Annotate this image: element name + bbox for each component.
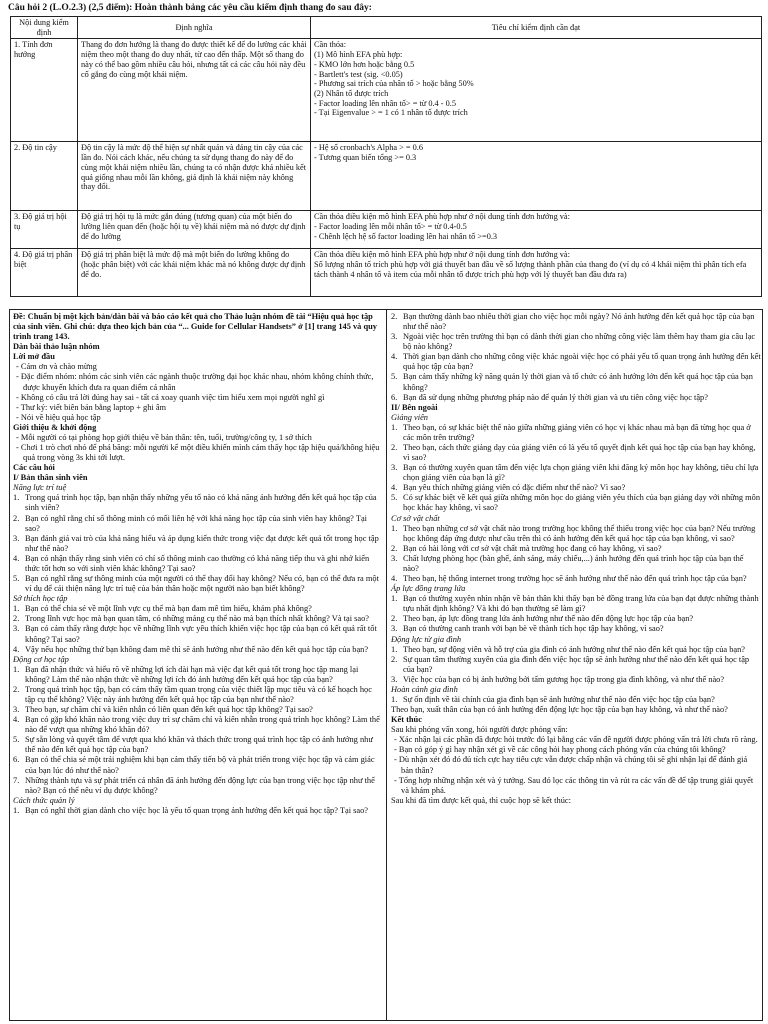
- question-item: [391, 675, 761, 685]
- question-item: [13, 624, 383, 644]
- outline-title: Dàn bài thảo luận nhóm: [13, 342, 100, 352]
- table-row: [11, 211, 762, 249]
- item-number: 7.: [13, 775, 20, 785]
- question-item: [391, 624, 761, 634]
- item-text: Vậy nếu học những thứ bạn không đam mê thì sẽ ảnh hưởng như thế nào đến kết quả học tập của bạn?: [25, 644, 369, 654]
- row-criteria: [311, 249, 762, 297]
- item-number: 3.: [391, 463, 398, 473]
- opening-title: Lời mở đầu: [13, 352, 55, 362]
- question-item: [391, 695, 761, 705]
- closing-line: Sau khi đã tìm được kết quả, thì cuộc họp sẽ kết thúc:: [391, 795, 571, 805]
- question-item: [13, 534, 383, 554]
- item-text: Bạn cảm thấy những kỹ năng quản lý thời gian và tổ chức có ảnh hưởng lớn đến kết quả học tập của bạn không?: [403, 372, 753, 392]
- question-item: [13, 665, 383, 685]
- item-number: 3.: [13, 624, 20, 634]
- question-item: [391, 423, 761, 443]
- item-number: 4.: [13, 644, 20, 654]
- item-text: Bạn có thường canh tranh với bạn bè về thành tích học tập hay không, vì sao?: [403, 624, 664, 634]
- subsection-title: Giảng viên: [391, 412, 428, 422]
- row-name: 2. Độ tin cậy: [11, 142, 78, 211]
- item-number: 4.: [391, 352, 398, 362]
- criteria-line: - Factor loading lên nhân tố> = từ 0.4 - 0.5: [314, 98, 456, 108]
- subsection-title: Năng lực trí tuệ: [13, 483, 67, 493]
- criteria-line: Cần thỏa:: [314, 40, 347, 50]
- column-divider: [386, 310, 387, 1020]
- item-text: Sự ổn định về tài chính của gia đình bạn sẽ ảnh hưởng như thế nào đến việc học tập của bạn?: [403, 694, 715, 704]
- question-item: [391, 614, 761, 624]
- item-text: Bạn thường dành bao nhiêu thời gian cho việc học mỗi ngày? Nó ảnh hưởng đến kết quả học tập của bạn như thế nào?: [403, 312, 755, 332]
- question-item: [391, 332, 761, 352]
- row-name: 4. Độ giá trị phân biệt: [11, 249, 78, 297]
- item-text: Bạn có nghĩ rằng sự thông minh của một người có thể thay đổi hay không? Nếu có, bạn có thể đưa ra một ví dụ để cải thiện năng lực trí tuệ của bản thân hoặc một người nào bạn biết không?: [25, 574, 379, 594]
- item-number: 2.: [391, 443, 398, 453]
- item-text: Bạn có thường xuyên quan tâm đến việc lựa chọn giảng viên khi đăng ký môn học hay không, tiêu chí lựa chọn giảng viên của bạn là gì?: [403, 463, 759, 483]
- row-definition: Độ giá trị phân biệt là mức độ mà một biến đo lường không đo (hoặc phân biệt) với các khái niệm khác mà nó không được dự định để đo.: [78, 249, 311, 297]
- row-criteria: [311, 211, 762, 249]
- questions-title: Các câu hỏi: [13, 463, 55, 473]
- item-text: Trong lĩnh vực học mà bạn quan tâm, có những mảng cụ thể nào mà bạn thích nhất không? Và tại sao?: [25, 614, 369, 624]
- criteria-line: Cần thỏa điều kiện mô hình EFA phù hợp như ở nội dung tính đơn hướng và:: [314, 250, 570, 260]
- item-number: 2.: [391, 543, 398, 553]
- row-criteria: [311, 142, 762, 211]
- intro-item: - Mỗi người có tại phòng họp giới thiệu về bản thân: tên, tuổi, trường/công ty, 1 sở thích: [16, 432, 312, 442]
- question-item: [391, 372, 761, 392]
- table-row: [11, 39, 762, 142]
- item-text: Theo bạn, có sự khác biệt thế nào giữa những giảng viên có học vị khác nhau mà bạn đã từng học qua ở các môn trên trường?: [403, 422, 751, 442]
- header-content: Nội dung kiểm định: [11, 17, 78, 39]
- item-number: 3.: [391, 332, 398, 342]
- left-column: [13, 312, 383, 816]
- question-item: [391, 655, 761, 675]
- item-text: Bạn có cảm thấy rằng được học về những lĩnh vực yêu thích khiến việc học tập của bạn có kết quả rất tốt không? Tại sao?: [25, 624, 377, 644]
- header-criteria: Tiêu chí kiểm định cần đạt: [311, 17, 762, 39]
- question-item: [13, 755, 383, 775]
- opening-item: - Nói về hiệu quả học tập: [16, 412, 101, 422]
- right-column: [391, 312, 761, 806]
- question-item: [391, 574, 761, 584]
- item-text: Bạn có hài lòng với cơ sở vật chất mà trường học đang có hay không, vì sao?: [403, 543, 662, 553]
- question-title: Câu hỏi 2 (L.O.2.3) (2,5 điểm): Hoàn thành bảng các yêu cầu kiểm định thang đo sau đây:: [8, 3, 372, 13]
- item-text: Việc học của bạn có bị ảnh hưởng bởi tấm gương học tập trong gia đình không, và như thế nào?: [403, 674, 725, 684]
- part2-title: II/ Bên ngoài: [391, 402, 438, 412]
- intro-item: - Chơi 1 trò chơi nhỏ để phá băng: mỗi người kể một điều khiến mình cảm thấy học tập hiệu quả/không hiệu quả trong vòng 3s khi tới lượt.: [16, 443, 380, 463]
- table-header-row: [11, 17, 762, 39]
- item-text: Trong quá trình học tập, bạn nhận thấy những yếu tố nào có khả năng ảnh hưởng đến kết quả học tập của sinh viên?: [25, 493, 377, 513]
- item-number: 3.: [391, 624, 398, 634]
- item-number: 1.: [391, 594, 398, 604]
- ending-item: - Xác nhận lại các phần đã được hỏi trước đó lại bằng các vấn đề người được phỏng vấn trả lời chưa rõ ràng.: [394, 735, 758, 745]
- criteria-line: Cần thỏa điều kiện mô hình EFA phù hợp như ở nội dung tính đơn hướng và:: [314, 212, 570, 222]
- subsection-title: Động cơ học tập: [13, 654, 69, 664]
- question-item: [13, 735, 383, 755]
- table-row: [11, 249, 762, 297]
- item-number: 2.: [13, 513, 20, 523]
- item-number: 5.: [391, 493, 398, 503]
- item-text: Bạn đã nhận thức và hiểu rõ về những lợi ích dài hạn mà việc đạt kết quả tốt trong học tập mang lại không? Làm thế nào nhận thức về những lợi ích đó ảnh hưởng đến kết quả học tập của bạn?: [25, 664, 359, 684]
- row-criteria: [311, 39, 762, 142]
- question-item: [391, 544, 761, 554]
- opening-item: - Thư ký: viết biên bản bằng laptop + ghi âm: [16, 402, 167, 412]
- item-number: 3.: [13, 533, 20, 543]
- question-item: [391, 594, 761, 614]
- item-number: 5.: [391, 372, 398, 382]
- item-number: 3.: [13, 705, 20, 715]
- row-definition: Độ tin cậy là mức độ thể hiện sự nhất quán và đáng tin cậy của các lần đo. Nói cách khác, nếu chúng ta sử dụng thang đo này để đo cùng một khái niệm nhiều lần, chúng ta có nhận được khá nhiều kết quả giống nhau mỗi lần không, giả định là khái niệm này không thay đổi.: [78, 142, 311, 211]
- subsection-title: Cách thức quản lý: [13, 795, 75, 805]
- question-item: [13, 614, 383, 624]
- subsection-title: Cơ sở vật chất: [391, 513, 440, 523]
- question-item: [13, 604, 383, 614]
- item-text: Bạn có thể chia sẻ về một lĩnh vực cụ thể mà bạn đam mê tìm hiểu, khám phá không?: [25, 604, 312, 614]
- item-text: Bạn có nhận thấy rằng sinh viên có chỉ số thông minh cao thường có khả năng tiếp thu và ghi nhớ kiến thức tốt hơn so với sinh viên khác không? Tại sao?: [25, 553, 370, 573]
- row-name: 3. Độ giá trị hội tụ: [11, 211, 78, 249]
- question-item: [391, 393, 761, 403]
- time-management-continued: [391, 312, 761, 403]
- intro-title: Giới thiệu & khởi động: [13, 422, 97, 432]
- question-item: [391, 524, 761, 544]
- item-number: 6.: [13, 755, 20, 765]
- criteria-line: - Phương sai trích của nhân tố > hoặc bằng 50%: [314, 79, 474, 89]
- question-item: [13, 685, 383, 705]
- item-number: 4.: [13, 715, 20, 725]
- item-text: Chất lượng phòng học (bàn ghế, ánh sáng, máy chiếu,...) ảnh hưởng đến quá trình học tập của bạn thế nào?: [403, 553, 744, 573]
- criteria-line: Số lượng nhân tố trích phù hợp với giả thuyết ban đầu về số lượng thành phần của thang đo (ví dụ có 4 khái niệm thì phân tích efa tách thành 4 nhân tố và item của mỗi nhân tố được trích phù hợp với lý thuyết ban đầu đưa ra): [314, 260, 747, 279]
- item-number: 1.: [13, 604, 20, 614]
- item-text: Trong quá trình học tập, bạn có cảm thấy tầm quan trọng của việc thiết lập mục tiêu và có kế hoạch học tập cụ thể không? Việc này ảnh hưởng đến kết quả học tập của bạn như thế nào?: [25, 684, 372, 704]
- item-number: 5.: [13, 735, 20, 745]
- item-text: Ngoài việc học trên trường thì bạn có dành thời gian cho những công việc làm thêm hay tham gia câu lạc bộ nào không?: [403, 332, 756, 352]
- assignment-heading: Đề: Chuẩn bị một kịch bản/dàn bài và báo cáo kết quả cho Thảo luận nhóm đề tài “Hiệu quả học tập của sinh viên. Ghi chú: dựa theo kịch bản của “... Guide for Cellular Handsets” ở [1] trang 145 và quy trình trang 143.: [13, 312, 377, 342]
- item-number: 2.: [391, 312, 398, 321]
- row-definition: Thang đo đơn hướng là thang đo được thiết kế để đo lường các khái niệm theo một thang đo duy nhất, từ cao đến thấp. Một số thang đo này có thể bao gồm nhiều câu hỏi, nhưng tất cả các câu hỏi này đều cố gắng đo cùng một khái niệm.: [78, 39, 311, 142]
- opening-item: - Cám ơn và chào mừng: [16, 362, 97, 372]
- item-text: Theo bạn, cách thức giảng dạy của giảng viên có là yếu tố quyết định kết quả học tập của bạn hay không, vì sao?: [403, 443, 756, 463]
- item-number: 2.: [391, 614, 398, 624]
- question-item: [13, 554, 383, 574]
- criteria-line: - Chênh lệch hệ số factor loading lên hai nhân tố >=0.3: [314, 231, 498, 241]
- opening-item: - Đặc điểm nhóm: nhóm các sinh viên các ngành thuộc trường đại học khác nhau, nhóm không chính thức, được khuyến khích đưa ra quan điểm cá nhân: [16, 372, 374, 392]
- question-item: [391, 443, 761, 463]
- item-text: Theo bạn, áp lực đồng trang lứa ảnh hưởng như thế nào đến động lực học tập của bạn?: [403, 614, 694, 624]
- ending-item: - Tổng hợp những nhận xét và ý tưởng. Sau đó lọc các thông tin và rút ra các vấn đề để tập trung giải quyết và khám phá.: [394, 775, 754, 795]
- item-text: Bạn có nghĩ thời gian dành cho việc học là yếu tố quan trọng ảnh hưởng đến kết quả học tập? Tại sao?: [25, 805, 369, 815]
- item-text: Những thành tựu và sự phát triển cá nhân đã ảnh hưởng đến động lực của bạn trong việc học tập như thế nào? Bạn có thể nêu ví dụ được không?: [25, 775, 375, 795]
- question-item: [13, 493, 383, 513]
- item-number: 4.: [391, 483, 398, 493]
- ending-item: - Bạn có góp ý gì hay nhận xét gì về các công hỏi hay phong cách phỏng vấn của chúng tôi không?: [394, 745, 726, 755]
- discussion-outline-box: [9, 309, 763, 1021]
- question-item: [13, 705, 383, 715]
- question-item: [391, 463, 761, 483]
- item-text: Thời gian bạn dành cho những công việc khác ngoài việc học có phải yếu tố quan trọng ảnh hưởng đến kết quả học tập của bạn?: [403, 352, 761, 372]
- question-item: [13, 715, 383, 735]
- item-text: Theo bạn, hệ thống internet trong trường học sẽ ảnh hưởng như thế nào đến quá trình học tập của bạn?: [403, 574, 747, 584]
- criteria-line: - Bartlett's test (sig. <0.05): [314, 69, 403, 79]
- question-item: [13, 645, 383, 655]
- item-text: Theo bạn những cơ sở vật chất nào trong trường học không thể thiếu trong việc học của bạn? Nếu trường học không đáp ứng được như cầu trên thì có ảnh hưởng đến kết quả học tập của bạn không, vì sao?: [403, 523, 756, 543]
- part1-title: I/ Bản thân sinh viên: [13, 473, 88, 483]
- question-item: [13, 806, 383, 816]
- question-item: [391, 312, 761, 332]
- question-item: [391, 554, 761, 574]
- item-number: 3.: [391, 674, 398, 684]
- item-number: 1.: [13, 664, 20, 674]
- item-text: Bạn có thể chia sẻ một trải nghiệm khi bạn cảm thấy tiến bộ và phát triển trong việc học tập và cảm giác của bạn lúc đó như thế nào?: [25, 755, 375, 775]
- criteria-line: (2) Nhân tố được trích: [314, 88, 389, 98]
- question-item: [391, 493, 761, 513]
- item-number: 3.: [391, 553, 398, 563]
- item-text: Bạn có gặp khó khăn nào trong việc duy trì sự chăm chỉ và kiên nhẫn trong quá trình học không? Làm thế nào để vượt qua những khó khăn đó?: [25, 715, 380, 735]
- question-item: [13, 574, 383, 594]
- criteria-table: [10, 16, 762, 297]
- item-number: 5.: [13, 574, 20, 584]
- item-number: 1.: [13, 805, 20, 815]
- item-text: Có sự khác biệt về kết quả giữa những môn học do giảng viên yêu thích của bạn giảng dạy với những môn học khác hay không, vì sao?: [403, 493, 761, 513]
- question-item: [391, 483, 761, 493]
- question-item: [13, 776, 383, 796]
- criteria-line: - Factor loading lên mỗi nhân tố> = từ 0.4-0.5: [314, 222, 467, 232]
- ending-title: Kết thúc: [391, 715, 422, 725]
- item-text: Bạn đã sử dụng những phương pháp nào để quản lý thời gian và ưu tiên công việc học tập?: [403, 392, 708, 402]
- subsection-title: Động lực từ gia đình: [391, 634, 462, 644]
- item-number: 1.: [13, 493, 20, 503]
- question-item: [391, 352, 761, 372]
- item-number: 1.: [391, 644, 398, 654]
- item-number: 1.: [391, 523, 398, 533]
- subsection-title: Hoàn cảnh gia đình: [391, 684, 458, 694]
- subsection-title: Áp lực đồng trang lứa: [391, 584, 466, 594]
- ending-item: - Dù nhận xét đó đó đủ tích cực hay tiêu cực vẫn được chấp nhận và chúng tôi sẽ ghi nhận lại để đánh giá bản thân?: [394, 755, 748, 775]
- family-note: Theo bạn, xuất thân của bạn có ảnh hưởng đến động lực học tập của bạn hay không, và như thế nào?: [391, 705, 728, 715]
- item-text: Sự sẵn lòng và quyết tâm để vượt qua khó khăn và thách thức trong quá trình học tập có ảnh hưởng như thế nào đến kết quả học tập của bạn?: [25, 735, 373, 755]
- right-question-groups: [391, 413, 761, 705]
- criteria-line: - Tương quan biến tổng >= 0.3: [314, 153, 417, 163]
- item-number: 2.: [391, 654, 398, 664]
- criteria-line: (1) Mô hình EFA phù hợp:: [314, 50, 403, 60]
- item-number: 2.: [13, 684, 20, 694]
- item-text: Theo bạn, sự động viên và hỗ trợ của gia đình có ảnh hưởng như thế nào đến kết quả học tập của bạn?: [403, 644, 746, 654]
- question-item: [13, 514, 383, 534]
- header-definition: Định nghĩa: [78, 17, 311, 39]
- question-item: [391, 645, 761, 655]
- item-text: Bạn đánh giá vai trò của khả năng hiểu và áp dụng kiến thức trong việc đạt được kết quả tốt trong học tập như thế nào?: [25, 533, 379, 553]
- item-number: 1.: [391, 422, 398, 432]
- ending-intro: Sau khi phỏng vấn xong, hỏi người được phỏng vấn:: [391, 725, 568, 735]
- item-number: 4.: [391, 574, 398, 584]
- item-number: 1.: [391, 694, 398, 704]
- item-number: 2.: [13, 614, 20, 624]
- subsection-title: Sở thích học tập: [13, 594, 68, 604]
- item-text: Bạn yêu thích những giảng viên có đặc điểm như thế nào? Vì sao?: [403, 483, 626, 493]
- row-name: 1. Tính đơn hướng: [11, 39, 78, 142]
- item-text: Theo bạn, sự chăm chỉ và kiên nhẫn có liên quan đến kết quả học tập không? Tại sao?: [25, 705, 313, 715]
- item-number: 4.: [13, 553, 20, 563]
- criteria-line: - Tại Eigenvalue > = 1 có 1 nhân tố được trích: [314, 108, 468, 118]
- criteria-line: - Hệ số cronbach's Alpha > = 0.6: [314, 143, 424, 153]
- table-row: [11, 142, 762, 211]
- row-definition: Độ giá trị hội tụ là mức gắn đúng (tương quan) của một biến đo lường liên quan đến (hoặc hội tụ về) khái niệm mà nó được dự định để đo lường: [78, 211, 311, 249]
- item-text: Sự quan tâm thường xuyên của gia đình đến việc học tập sẽ ảnh hưởng như thế nào đến kết quả học tập của bạn?: [403, 654, 750, 674]
- item-text: Bạn có thường xuyên nhìn nhận về bản thân khi thấy bạn bè đồng trang lứa của bạn đạt được những thành tựu nhất định không? Và khi đó bạn thường sẽ làm gì?: [403, 594, 759, 614]
- criteria-line: - KMO lớn hơn hoặc bằng 0.5: [314, 59, 415, 69]
- item-text: Bạn có nghĩ rằng chỉ số thông minh có mối liên hệ với khả năng học tập của sinh viên hay không? Tại sao?: [25, 513, 367, 533]
- opening-item: - Không có câu trả lời đúng hay sai - tất cả xoay quanh việc tìm hiểu xem mọi người nghĩ gì: [16, 392, 325, 402]
- left-question-groups: [13, 483, 383, 816]
- item-number: 6.: [391, 392, 398, 402]
